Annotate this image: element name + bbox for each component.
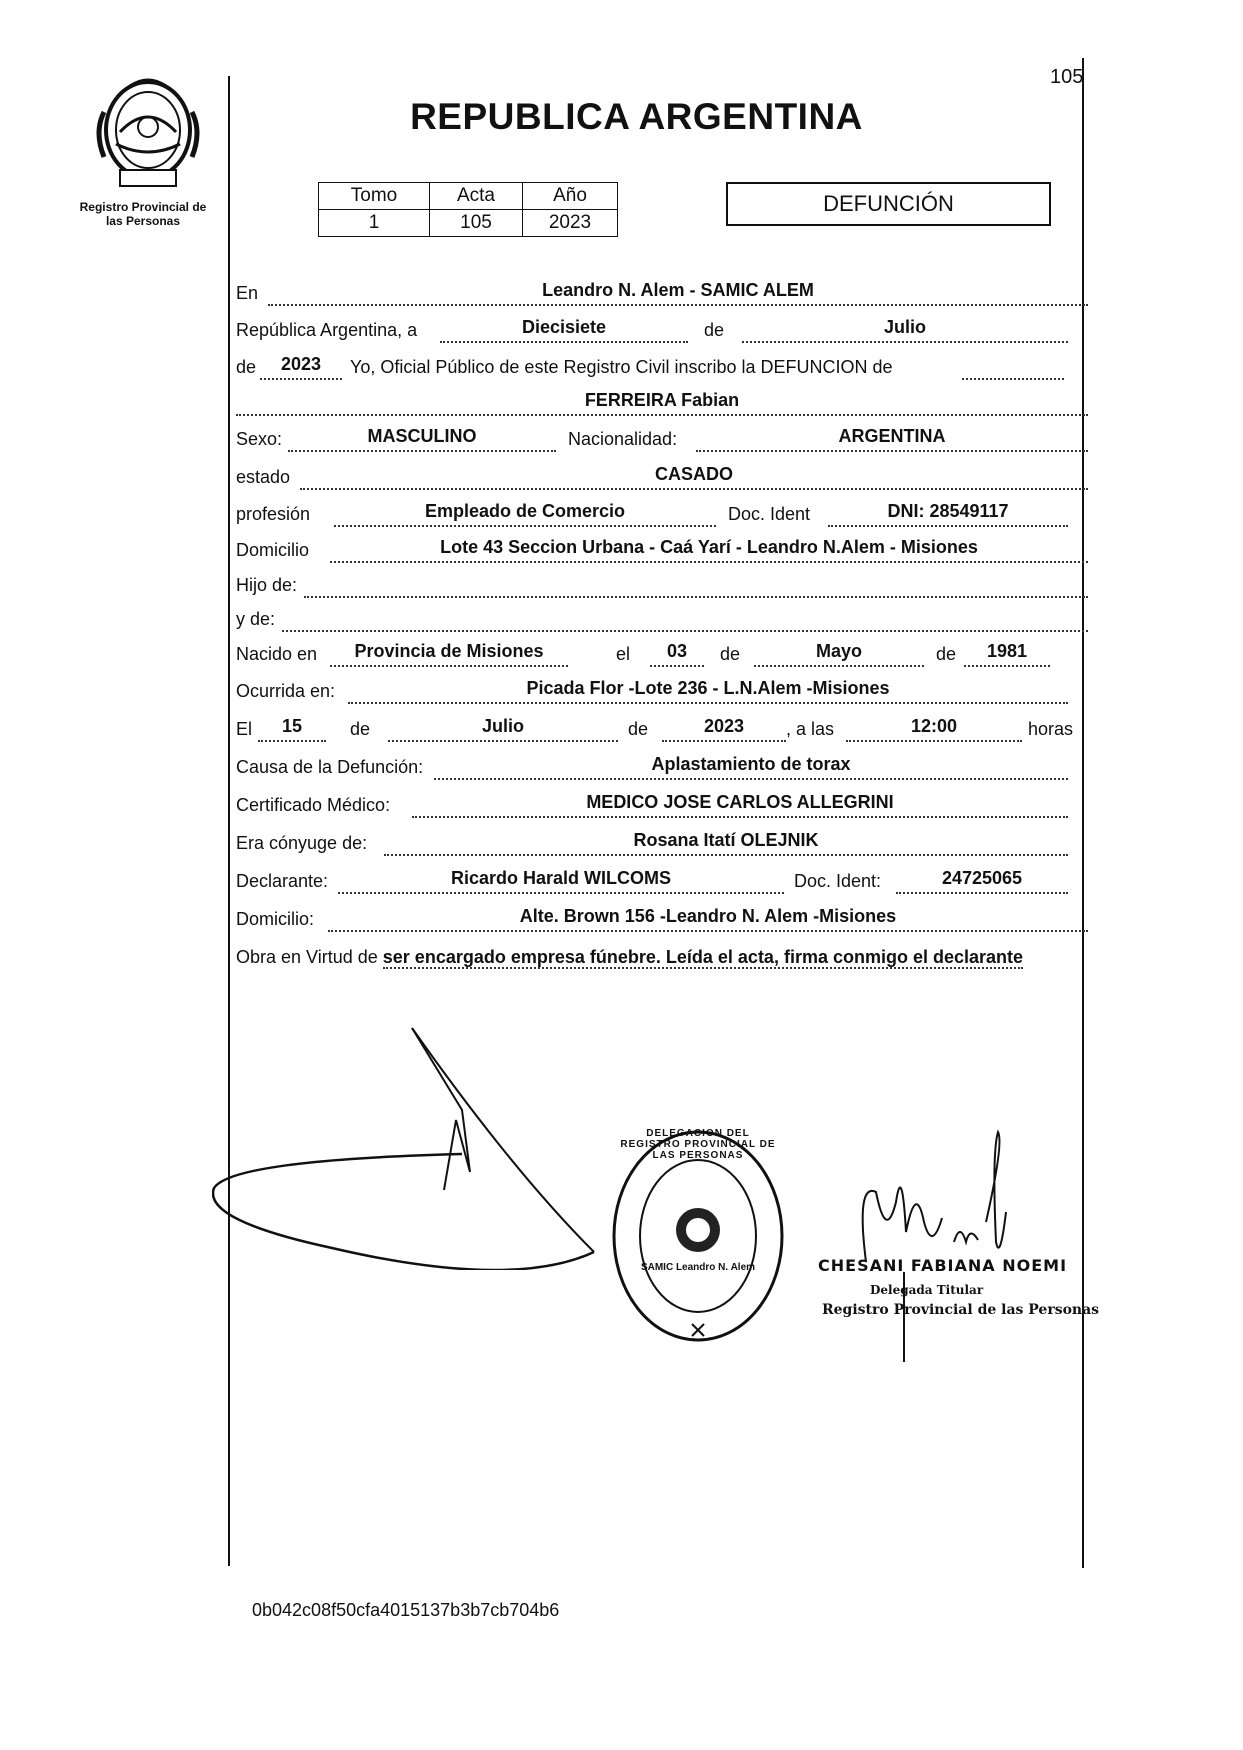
row-en (236, 276, 1093, 306)
left-margin-line (228, 76, 230, 1566)
domicilio-value: Lote 43 Seccion Urbana - Caá Yarí - Leandro N.Alem - Misiones (330, 537, 1088, 563)
signatory-org: Registro Provincial de las Personas (822, 1302, 1100, 1318)
republica-label: República Argentina, a (236, 320, 418, 340)
record-type-box: DEFUNCIÓN (726, 182, 1051, 226)
alas-label: , a las (786, 719, 835, 739)
year-value: 2023 (260, 354, 342, 380)
nacido-mes: Mayo (754, 641, 924, 667)
obra-value: ser encargado empresa fúnebre. Leída el acta, firma conmigo el declarante (382, 947, 1024, 967)
de-label: de (704, 320, 725, 340)
en-label: En (236, 283, 259, 303)
row-nacido (236, 637, 1093, 667)
nacionalidad-label: Nacionalidad: (568, 429, 678, 449)
nacido-dia: 03 (650, 641, 704, 667)
value-acta: 105 (430, 210, 523, 237)
estado-value: CASADO (300, 464, 1088, 490)
row-profesion (236, 497, 1093, 527)
obra-paragraph (236, 943, 1088, 972)
row-fecha-defuncion (236, 712, 1093, 742)
nacido-value: Provincia de Misiones (330, 641, 568, 667)
hora-value: 12:00 (846, 716, 1022, 742)
fecha-mes: Julio (388, 716, 618, 742)
row-declarante (236, 864, 1093, 894)
certificado-value: MEDICO JOSE CARLOS ALLEGRINI (412, 792, 1068, 818)
ocurrida-value: Picada Flor -Lote 236 - L.N.Alem -Misiones (348, 678, 1068, 704)
yde-label: y de: (236, 609, 276, 629)
header-tomo: Tomo (319, 183, 430, 210)
declarante-value: Ricardo Harald WILCOMS (338, 868, 784, 894)
causa-value: Aplastamiento de torax (434, 754, 1068, 780)
hijo-label: Hijo de: (236, 575, 298, 595)
decl-doc-value: 24725065 (896, 868, 1068, 894)
registry-label: Registro Provincial de las Personas (79, 200, 207, 228)
oficial-text: Yo, Oficial Público de este Registro Civil inscribo la DEFUNCION de (350, 357, 893, 377)
official-signature (846, 1122, 1026, 1362)
fecha-de1-label: de (350, 719, 371, 739)
estado-label: estado (236, 467, 291, 487)
row-causa (236, 750, 1093, 780)
row-domicilio (236, 533, 1093, 563)
row-oficial (236, 350, 1093, 380)
row-hijo (236, 568, 1093, 598)
el2-label: El (236, 719, 253, 739)
row-fecha-inscripcion (236, 313, 1093, 343)
declarant-signature (212, 1020, 632, 1270)
row-estado (236, 460, 1093, 490)
profesion-label: profesión (236, 504, 311, 524)
year-prefix-label: de (236, 357, 257, 377)
row-certificado (236, 788, 1093, 818)
row-yde (236, 602, 1093, 632)
declarante-label: Declarante: (236, 871, 329, 891)
doc-value: DNI: 28549117 (828, 501, 1068, 527)
en-value: Leandro N. Alem - SAMIC ALEM (268, 280, 1088, 306)
hijo-value (304, 572, 1088, 598)
row-ocurrida (236, 674, 1093, 704)
nacido-de1-label: de (720, 644, 741, 664)
row-decl-domicilio (236, 902, 1093, 932)
horas-label: horas (1028, 719, 1074, 739)
nacido-anio: 1981 (964, 641, 1050, 667)
row-conyuge (236, 826, 1093, 856)
yde-value (282, 606, 1088, 632)
row-sexo (236, 422, 1093, 452)
row-nombre (236, 386, 1093, 416)
signatory-name: CHESANI FABIANA NOEMI (818, 1256, 1068, 1275)
conyuge-label: Era cónyuge de: (236, 833, 368, 853)
profesion-value: Empleado de Comercio (334, 501, 716, 527)
nacido-label: Nacido en (236, 644, 318, 664)
ocurrida-label: Ocurrida en: (236, 681, 336, 701)
causa-label: Causa de la Defunción: (236, 757, 424, 777)
fecha-anio: 2023 (662, 716, 786, 742)
value-anio: 2023 (523, 210, 618, 237)
doc-label: Doc. Ident (728, 504, 811, 524)
mes-value: Julio (742, 317, 1068, 343)
decl-doc-label: Doc. Ident: (794, 871, 882, 891)
dia-value: Diecisiete (440, 317, 688, 343)
record-table (318, 182, 618, 237)
fecha-dia: 15 (258, 716, 326, 742)
header-anio: Año (523, 183, 618, 210)
page-title: REPUBLICA ARGENTINA (410, 96, 863, 137)
nacido-de2-label: de (936, 644, 957, 664)
document-hash: 0b042c08f50cfa4015137b3b7cb704b6 (252, 1600, 560, 1620)
fecha-de2-label: de (628, 719, 649, 739)
sexo-value: MASCULINO (288, 426, 556, 452)
nombre-value: FERREIRA Fabian (236, 390, 1088, 416)
conyuge-value: Rosana Itatí OLEJNIK (384, 830, 1068, 856)
page-number: 105 (1050, 66, 1084, 88)
nacido-el-label: el (616, 644, 631, 664)
decl-domicilio-value: Alte. Brown 156 -Leandro N. Alem -Misiones (328, 906, 1088, 932)
nacionalidad-value: ARGENTINA (696, 426, 1088, 452)
domicilio-label: Domicilio (236, 540, 310, 560)
header-acta: Acta (430, 183, 523, 210)
obra-label: Obra en Virtud de (236, 947, 378, 967)
decl-domicilio-label: Domicilio: (236, 909, 315, 929)
sexo-label: Sexo: (236, 429, 283, 449)
oficial-blank (962, 354, 1064, 380)
stamp-outer-text: DELEGACION DEL REGISTRO PROVINCIAL DE LAS PERSONAS (620, 1128, 776, 1161)
certificado-label: Certificado Médico: (236, 795, 391, 815)
stamp-inner-text: SAMIC Leandro N. Alem (640, 1262, 756, 1273)
value-tomo: 1 (319, 210, 430, 237)
signatory-role: Delegada Titular (870, 1283, 984, 1297)
